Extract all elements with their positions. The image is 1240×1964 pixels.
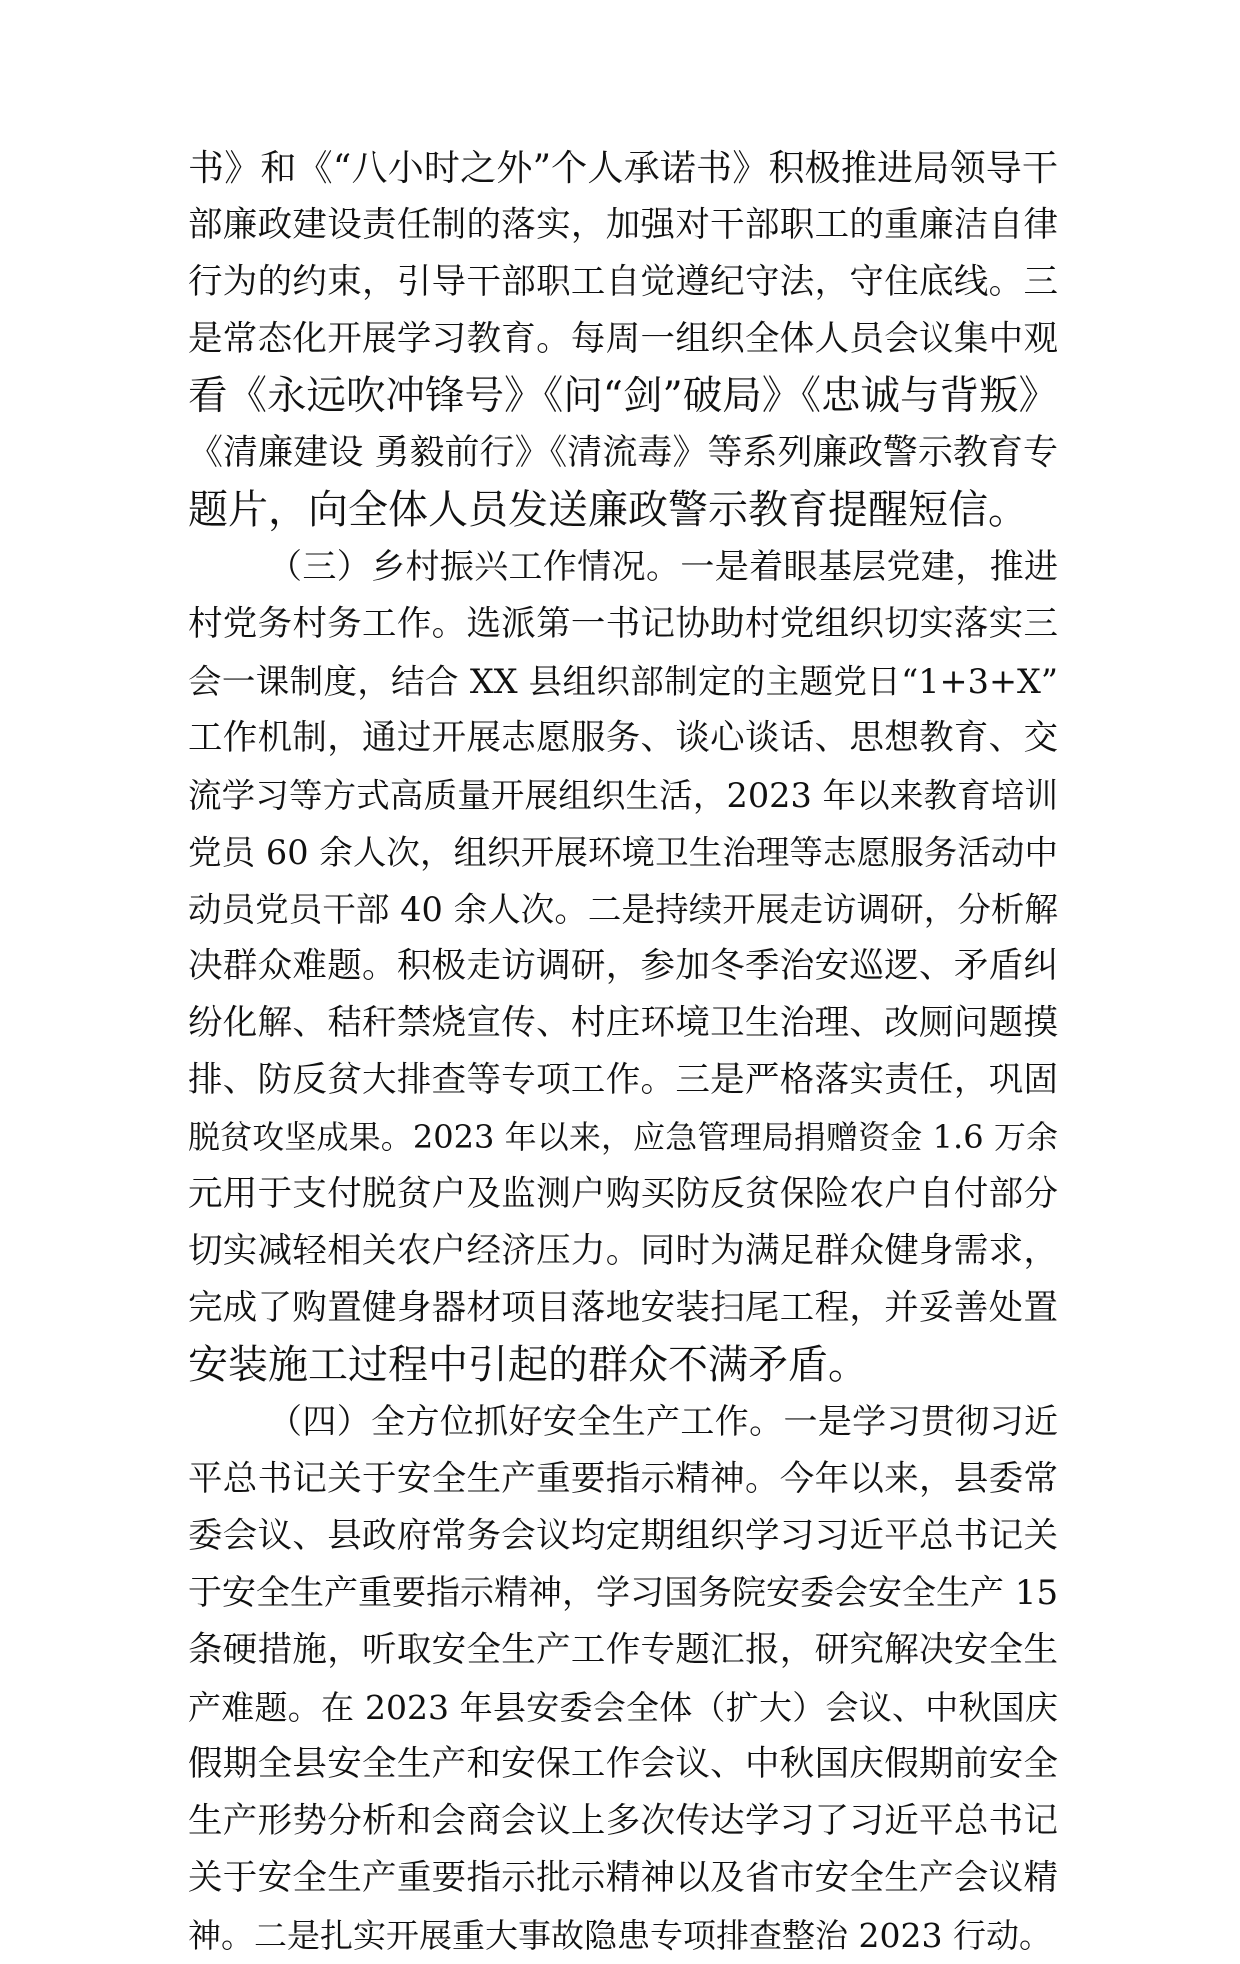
text-line: 决群众难题。积极走访调研，参加冬季治安巡逻、矛盾纠 <box>188 946 1058 986</box>
text-line: 平总书记关于安全生产重要指示精神。今年以来，县委常 <box>188 1459 1058 1499</box>
text-line: 党员 60 余人次，组织开展环境卫生治理等志愿服务活动中 <box>188 833 1058 872</box>
text-line: 看《永远吹冲锋号》《问“剑”破局》《忠诚与背叛》 <box>188 373 1058 419</box>
text-line: 行为的约束，引导干部职工自觉遵纪守法，守住底线。三 <box>188 262 1058 302</box>
paragraph <box>188 1394 1058 1964</box>
text-line: 题片，向全体人员发送廉政警示教育提醒短信。 <box>188 487 1028 533</box>
paragraph <box>188 140 1058 539</box>
text-line: 流学习等方式高质量开展组织生活，2023 年以来教育培训 <box>188 776 1058 815</box>
text-line: 是常态化开展学习教育。每周一组织全体人员会议集中观 <box>188 319 1058 359</box>
text-line: 会一课制度，结合 XX 县组织部制定的主题党日“1+3+X” <box>188 662 1058 701</box>
text-line: 部廉政建设责任制的落实，加强对干部职工的重廉洁自律 <box>188 205 1058 245</box>
text-line: （三）乡村振兴工作情况。一是着眼基层党建，推进 <box>268 547 1058 587</box>
text-line: 村党务村务工作。选派第一书记协助村党组织切实落实三 <box>188 604 1058 644</box>
text-line: 脱贫攻坚成果。2023 年以来，应急管理局捐赠资金 1.6 万余 <box>188 1118 1058 1156</box>
text-line: 书》和《“八小时之外”个人承诺书》积极推进局领导干 <box>188 148 1058 189</box>
text-line: 排、防反贫大排查等专项工作。三是严格落实责任，巩固 <box>188 1060 1058 1100</box>
text-line: 产难题。在 2023 年县安委会全体（扩大）会议、中秋国庆 <box>188 1688 1058 1727</box>
text-line: 完成了购置健身器材项目落地安装扫尾工程，并妥善处置 <box>188 1288 1058 1328</box>
text-line: 关于安全生产重要指示批示精神以及省市安全生产会议精 <box>188 1858 1058 1898</box>
text-line: 元用于支付脱贫户及监测户购买防反贫保险农户自付部分 <box>188 1174 1058 1214</box>
document-body <box>188 140 1058 1964</box>
text-line: 委会议、县政府常务会议均定期组织学习习近平总书记关 <box>188 1516 1058 1556</box>
text-line: 动员党员干部 40 余人次。二是持续开展走访调研，分析解 <box>188 890 1058 929</box>
text-line: 条硬措施，听取安全生产工作专题汇报，研究解决安全生 <box>188 1630 1058 1670</box>
text-line: 纷化解、秸秆禁烧宣传、村庄环境卫生治理、改厕问题摸 <box>188 1003 1058 1043</box>
text-line: （四）全方位抓好安全生产工作。一是学习贯彻习近 <box>268 1402 1058 1442</box>
text-line: 切实减轻相关农户经济压力。同时为满足群众健身需求， <box>188 1231 1058 1271</box>
text-line: 神。二是扎实开展重大事故隐患专项排查整治 2023 行动。 <box>188 1916 1052 1955</box>
text-line: 《清廉建设 勇毅前行》《清流毒》等系列廉政警示教育专 <box>188 433 1058 473</box>
text-line: 工作机制，通过开展志愿服务、谈心谈话、思想教育、交 <box>188 718 1058 758</box>
text-line: 生产形势分析和会商会议上多次传达学习了习近平总书记 <box>188 1801 1058 1841</box>
text-line: 安装施工过程中引起的群众不满矛盾。 <box>188 1342 868 1388</box>
text-line: 于安全生产重要指示精神，学习国务院安委会安全生产 15 <box>188 1573 1059 1613</box>
text-line: 假期全县安全生产和安保工作会议、中秋国庆假期前安全 <box>188 1744 1058 1784</box>
paragraph <box>188 539 1058 1394</box>
